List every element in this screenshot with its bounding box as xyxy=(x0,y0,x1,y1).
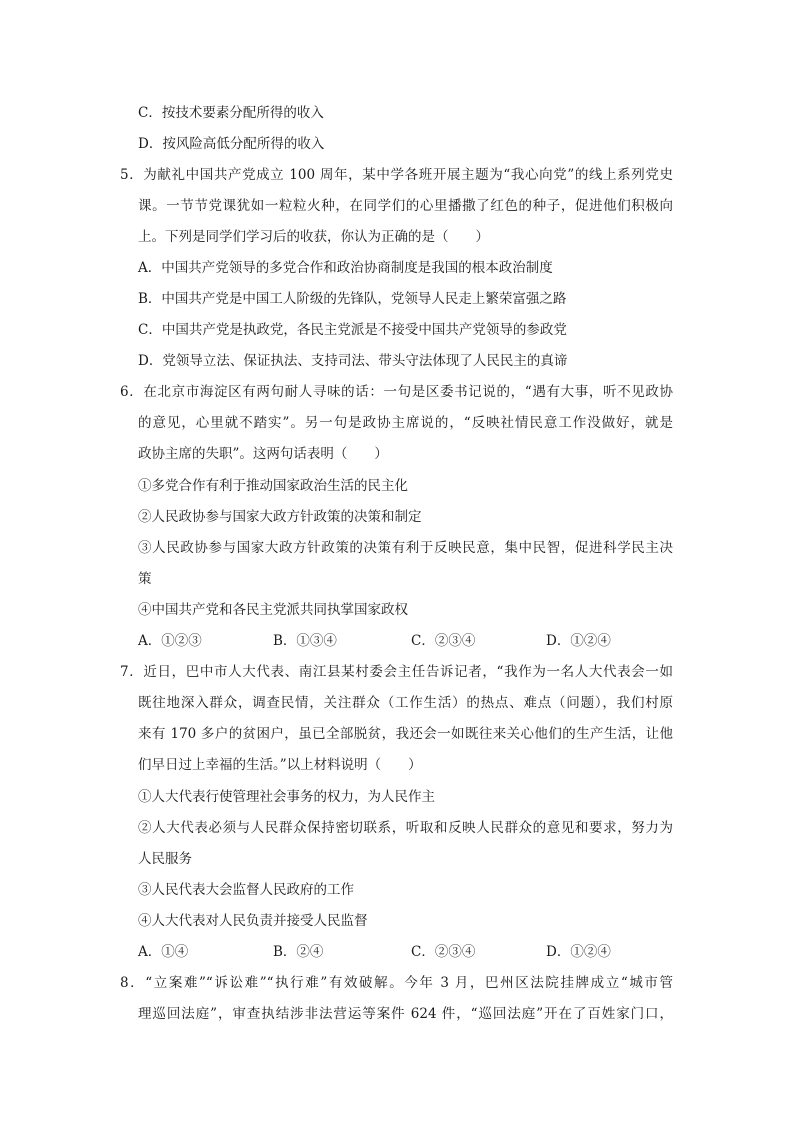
q5-option-b: B．中国共产党是中国工人阶级的先锋队，党领导人民走上繁荣富强之路 xyxy=(138,291,567,307)
q6-statement-1: ①多党合作有利于推动国家政治生活的民主化 xyxy=(138,478,408,494)
q7-statement-1: ①人大代表行使管理社会事务的权力，为人民作主 xyxy=(138,789,435,805)
q6-choice-b: B．①③④ xyxy=(273,633,337,649)
q7-statement-2-cont: 人民服务 xyxy=(138,851,192,867)
q6-stem-line: 的意见，心里就不踏实”。另一句是政协主席说的，“反映社情民意工作没做好，就是 xyxy=(138,415,673,431)
q7-choice-a: A．①④ xyxy=(138,944,189,960)
q7-statement-2: ②人大代表必须与人民群众保持密切联系，听取和反映人民群众的意见和要求，努力为 xyxy=(138,820,673,836)
q7-stem-line: 们早日过上幸福的生活。”以上材料说明（ ） xyxy=(138,757,422,773)
q6-statement-3: ③人民政协参与国家大政方针政策的决策有利于反映民意，集中民智，促进科学民主决 xyxy=(138,540,673,556)
q6-choice-a: A．①②③ xyxy=(138,633,202,649)
q6-statement-3-cont: 策 xyxy=(138,571,152,587)
q5-stem-line: 上。下列是同学们学习后的收获，你认为正确的是（ ） xyxy=(138,229,489,245)
q6-choice-d: D．①②④ xyxy=(546,633,611,649)
q6-statement-2: ②人民政协参与国家大政方针政策的决策和制定 xyxy=(138,509,422,525)
q7-statement-4: ④人大代表对人民负责并接受人民监督 xyxy=(138,913,368,929)
q6-statement-4: ④中国共产党和各民主党派共同执掌国家政权 xyxy=(138,602,408,618)
q4-option-c: C．按技术要素分配所得的收入 xyxy=(138,105,324,121)
q7-stem-line: 7．近日，巴中市人大代表、南江县某村委会主任告诉记者，“我作为一名人大代表会一如 xyxy=(120,664,673,680)
q5-option-d: D．党领导立法、保证执法、支持司法、带头守法体现了人民民主的真谛 xyxy=(138,353,568,369)
q5-option-a: A．中国共产党领导的多党合作和政治协商制度是我国的根本政治制度 xyxy=(138,260,553,276)
q6-stem-line: 6．在北京市海淀区有两句耐人寻味的话：一句是区委书记说的，“遇有大事，听不见政协 xyxy=(120,384,673,400)
q7-choice-b: B．②④ xyxy=(273,944,324,960)
q6-choices xyxy=(138,631,658,651)
q7-choice-d: D．①②④ xyxy=(546,944,611,960)
q5-stem-line: 课。一节节党课犹如一粒粒火种，在同学们的心里播撒了红色的种子，促进他们积极向 xyxy=(138,198,673,214)
q7-stem-line: 来有 170 多户的贫困户，虽已全部脱贫，我还会一如既往来关心他们的生产生活，让他 xyxy=(138,726,673,742)
q4-option-d: D．按风险高低分配所得的收入 xyxy=(138,136,325,152)
q6-stem-line: 政协主席的失职”。这两句话表明（ ） xyxy=(138,446,388,462)
q7-stem-line: 既往地深入群众，调查民情，关注群众（工作生活）的热点、难点（问题），我们村原 xyxy=(138,695,673,711)
q8-stem-line: 理巡回法庭”，审查执结涉非法营运等案件 624 件，“巡回法庭”开在了百姓家门口， xyxy=(138,1006,673,1022)
q7-choices xyxy=(138,942,658,962)
q7-statement-3: ③人民代表大会监督人民政府的工作 xyxy=(138,882,354,898)
q5-option-c: C．中国共产党是执政党，各民主党派是不接受中国共产党领导的参政党 xyxy=(138,322,567,338)
q8-stem-line: 8．“立案难”“诉讼难”“执行难”有效破解。今年 3 月，巴州区法院挂牌成立“城市管 xyxy=(120,975,673,991)
q7-choice-c: C．②③④ xyxy=(411,944,476,960)
q5-stem-line: 5．为献礼中国共产党成立 100 周年，某中学各班开展主题为“我心向党”的线上系列党史 xyxy=(120,167,673,183)
q6-choice-c: C．②③④ xyxy=(411,633,476,649)
